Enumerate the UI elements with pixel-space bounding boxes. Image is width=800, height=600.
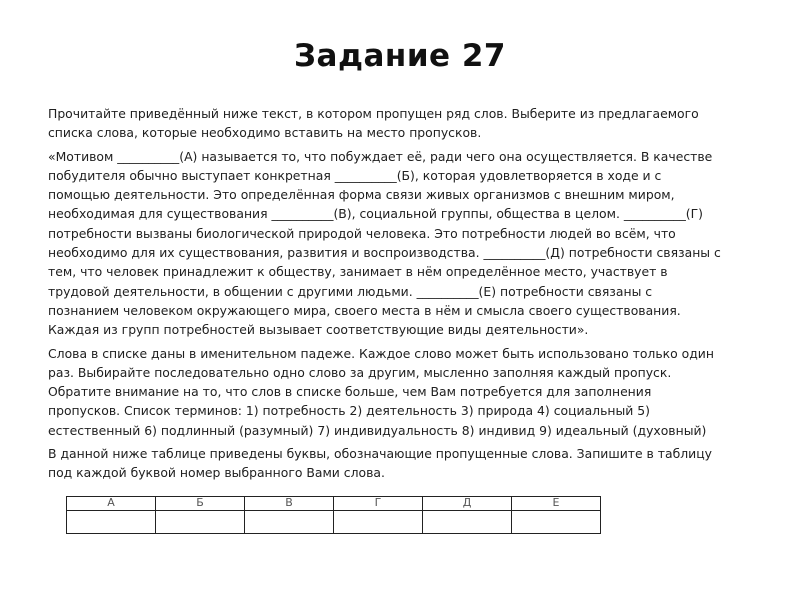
instruction-text: Прочитайте приведённый ниже текст, в котором пропущен ряд слов. Выберите из предлагаемого списка слова, которые необходимо вставить на место пропусков.: [48, 106, 699, 141]
slide-title: Задание 27: [294, 38, 506, 74]
answer-cell-a[interactable]: [67, 511, 156, 534]
answer-cell-d[interactable]: [423, 511, 512, 534]
letter-cell-g: Г: [334, 497, 423, 511]
letter-cell-b: Б: [156, 497, 245, 511]
rules-text: Слова в списке даны в именительном падеже. Каждое слово может быть использовано только один раз. Выбирайте последовательно одно слово за другим, мысленно заполняя каждый пропуск. Обратите внимание на то, что слов в списке больше, чем Вам потребуется для заполнения пропусков. Список терминов: 1) потребность 2) деятельность 3) природа 4) социальный 5) естественный 6) подлинный (разумный) 7) индивидуальность 8) индивид 9) идеальный (духовный): [48, 345, 714, 438]
letter-cell-a: А: [67, 497, 156, 511]
table-instruction-text: В данной ниже таблице приведены буквы, обозначающие пропущенные слова. Запишите в таблицу под каждой буквой номер выбранного Вами слова.: [48, 446, 712, 481]
answer-cell-g[interactable]: [334, 511, 423, 534]
letters-row: [67, 497, 601, 511]
letter-cell-v: В: [245, 497, 334, 511]
slide-content: [48, 104, 724, 483]
answer-table: [66, 496, 601, 534]
letter-cell-e: Е: [512, 497, 601, 511]
answer-cell-b[interactable]: [156, 511, 245, 534]
passage-text: «Мотивом __________(А) называется то, что побуждает её, ради чего она осуществляется. В качестве побудителя обычно выступает конкретная __________(Б), которая удовлетворяется в ходе и с помощью деятельности. Это определённая форма связи живых организмов с внешним миром, необходимая для существования __________(В), социальной группы, общества в целом. __________(Г) потребности вызваны биологической природой человека. Это потребности людей во всём, что необходимо для их существования, развития и воспроизводства. __________(Д) потребности связаны с тем, что человек принадлежит к обществу, занимает в нём определённое место, участвует в трудовой деятельности, в общении с другими людьми. __________(Е) потребности связаны с познанием человеком окружающего мира, своего места в нём и смысла своего существования. Каждая из групп потребностей вызывает соответствующие виды деятельности».: [48, 148, 721, 338]
answer-cell-e[interactable]: [512, 511, 601, 534]
answer-cell-v[interactable]: [245, 511, 334, 534]
letter-cell-d: Д: [423, 497, 512, 511]
answers-row: [67, 511, 601, 534]
